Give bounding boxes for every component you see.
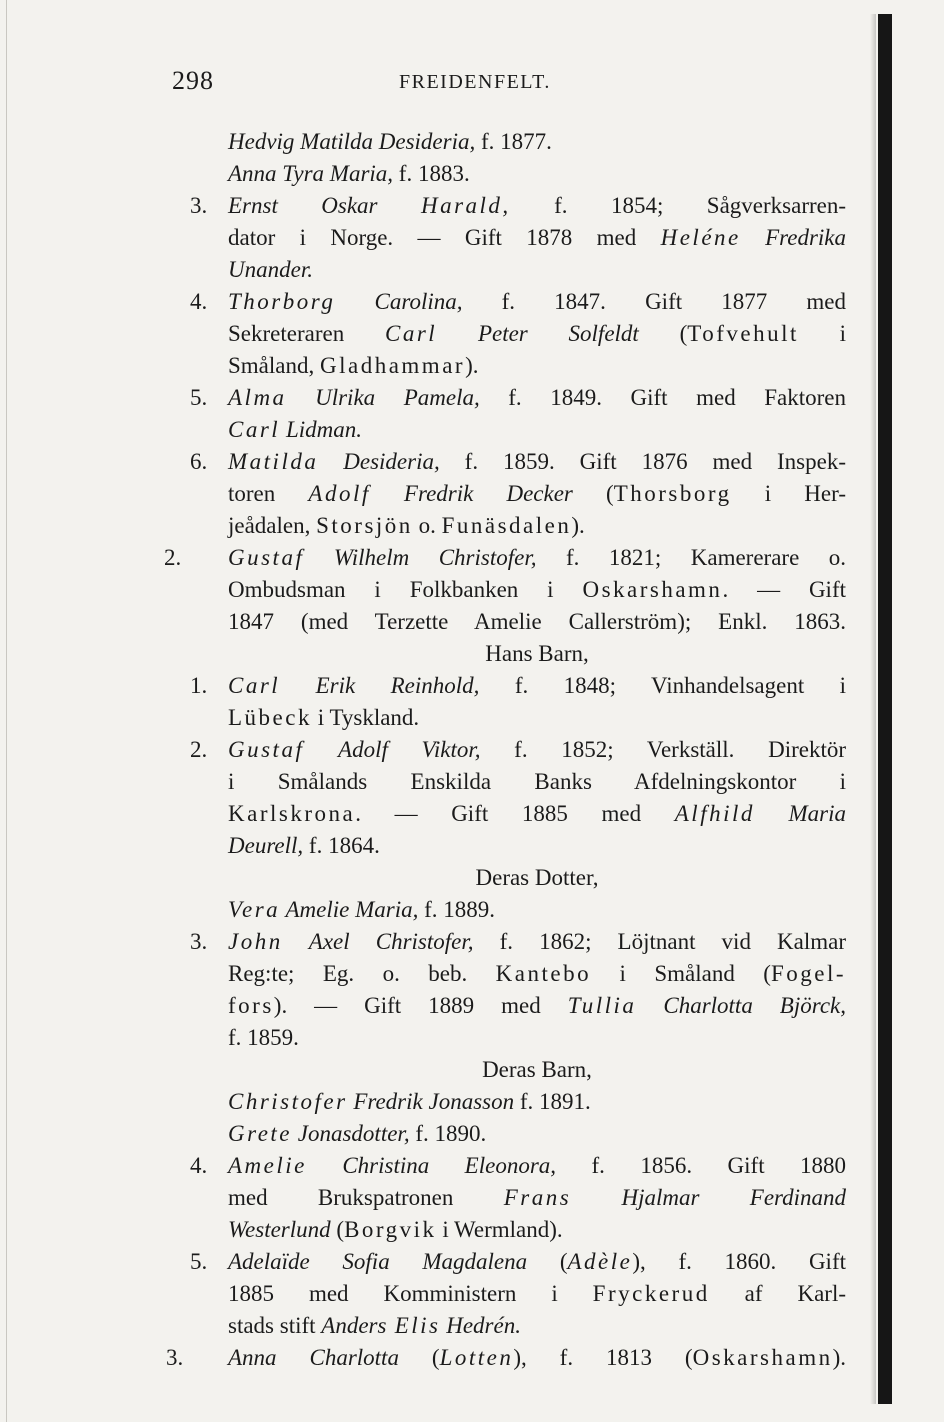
person-name: Adelaïde Sofia Magdalena — [228, 1249, 528, 1274]
text-line — [228, 1280, 846, 1308]
place-name: Fogel- — [770, 961, 846, 986]
text-run: i Her- — [764, 481, 846, 506]
text-run: jeådalen, — [228, 513, 317, 538]
place-name: Kantebo — [495, 961, 592, 986]
text-run: toren — [228, 481, 309, 506]
person-name: Carl — [384, 321, 438, 346]
text-line — [228, 512, 846, 540]
heading-text: Deras Barn, — [482, 1057, 592, 1082]
text-run: f. 1854; Sågverksarren- — [554, 193, 847, 218]
text-run: i Småland ( — [619, 961, 771, 986]
text-line — [228, 128, 846, 156]
text-run: i Smålands Enskilda Banks Afdelningskontor i — [228, 769, 846, 794]
person-name: Amelie Maria, — [280, 897, 419, 922]
page-number: 298 — [172, 66, 214, 95]
person-name: Christofer — [228, 1089, 348, 1114]
section-heading — [228, 1056, 846, 1084]
text-run: f. 1849. Gift med Faktoren — [508, 385, 847, 410]
person-name: Matilda — [228, 449, 319, 474]
text-run: f. 1859. Gift 1876 med Inspek- — [464, 449, 847, 474]
text-run: ( — [606, 481, 614, 506]
binding-shadow — [870, 14, 876, 1404]
heading-text: Deras Dotter, — [475, 865, 599, 890]
text-line — [190, 384, 847, 412]
place-name: Karlskrona — [228, 801, 356, 826]
text-line — [190, 736, 846, 764]
text-run: f. 1847. Gift 1877 med — [501, 289, 847, 314]
person-name: Peter Solfeldt — [477, 321, 639, 346]
entry-number: 3. — [166, 1345, 184, 1370]
place-name: Funäsdalen — [441, 513, 572, 538]
text-run: . — Gift 1885 med — [355, 801, 675, 826]
text-run: ). — [571, 513, 585, 538]
place-name: Oskarshamn — [582, 577, 723, 602]
person-name: Ulrika Pamela, — [315, 385, 480, 410]
place-name: Storsjön — [316, 513, 413, 538]
place-name: fors — [228, 993, 274, 1018]
text-line — [228, 1088, 846, 1116]
person-name: Hjalmar Ferdinand — [621, 1185, 847, 1210]
person-name: Tullia — [567, 993, 637, 1018]
person-name: Alfhild — [674, 801, 755, 826]
text-line — [228, 768, 846, 796]
text-run: o. — [412, 513, 442, 538]
entry-number: 6. — [190, 449, 208, 474]
person-name: John — [228, 929, 283, 954]
text-line — [190, 1152, 847, 1180]
entry-number: 2. — [164, 545, 182, 570]
text-line — [228, 1184, 846, 1212]
place-name: Thorsborg — [613, 481, 732, 506]
place-name: Gladhammar — [320, 353, 466, 378]
text-run: . — Gift — [722, 577, 846, 602]
person-name: Thorborg — [228, 289, 336, 314]
place-name: Oskarshamn — [692, 1345, 833, 1370]
person-name: Maria — [788, 801, 847, 826]
text-run: f. 1859. — [228, 1025, 299, 1050]
text-line — [228, 256, 846, 284]
entry-number: 2. — [190, 737, 208, 762]
book-spine — [878, 14, 892, 1404]
text-line — [228, 832, 846, 860]
person-name: Vera — [228, 897, 281, 922]
text-line — [228, 1312, 846, 1340]
text-line — [190, 928, 846, 956]
text-line — [228, 352, 846, 380]
text-run: af Karl- — [744, 1281, 846, 1306]
text-run: ). — [465, 353, 479, 378]
place-name: Tofvehult — [687, 321, 799, 346]
person-name: Gustaf — [228, 737, 305, 762]
text-run: ( — [679, 321, 688, 346]
text-line — [228, 1024, 846, 1052]
person-name: Erik Reinhold, — [315, 673, 480, 698]
text-run: f. 1891. — [514, 1089, 591, 1114]
text-line — [228, 992, 846, 1020]
text-run: ), f. 1813 ( — [513, 1345, 693, 1370]
text-line — [166, 1344, 847, 1372]
text-line — [164, 544, 847, 572]
person-name: Westerlund — [228, 1217, 331, 1242]
text-line — [228, 1216, 846, 1244]
text-run: f. 1856. Gift 1880 — [591, 1153, 847, 1178]
text-line — [190, 448, 847, 476]
text-line — [228, 800, 846, 828]
text-run: ). — Gift 1889 med — [273, 993, 568, 1018]
person-name: Jonasdotter, — [292, 1121, 410, 1146]
text-run: Sekreteraren — [228, 321, 385, 346]
person-name: Adolf — [308, 481, 371, 506]
person-name: Ernst Oskar — [228, 193, 378, 218]
entry-number: 3. — [190, 193, 208, 218]
person-name: Christina Eleonora, — [342, 1153, 557, 1178]
text-line — [190, 192, 847, 220]
text-run: i Wermland). — [436, 1217, 563, 1242]
section-heading — [228, 864, 846, 892]
text-line — [228, 320, 846, 348]
person-name: Carl — [228, 673, 281, 698]
text-line — [228, 608, 846, 636]
text-run: f. 1821; Kamererare o. — [565, 545, 847, 570]
page-header — [0, 66, 944, 100]
person-name: Lotten — [439, 1345, 514, 1370]
text-run: f. 1877. — [475, 129, 552, 154]
person-name: Harald, — [420, 193, 511, 218]
text-run: ( — [330, 1217, 345, 1242]
text-line — [228, 1120, 846, 1148]
text-run: Reg:te; Eg. o. beb. — [228, 961, 496, 986]
text-run: f. 1890. — [409, 1121, 487, 1146]
place-name: Lübeck — [228, 705, 312, 730]
person-name: Wilhelm Christofer, — [333, 545, 537, 570]
running-head: FREIDENFELT. — [399, 71, 551, 93]
person-name: Unander. — [228, 257, 313, 282]
text-run: f. 1864. — [303, 833, 380, 858]
text-line — [228, 416, 846, 444]
entry-number: 5. — [190, 385, 208, 410]
text-line — [190, 672, 847, 700]
person-name: Carolina, — [374, 289, 463, 314]
person-name: Anna — [228, 1345, 277, 1370]
text-run: ). — [832, 1345, 847, 1370]
person-name: Hedvig Matilda Desideria, — [228, 129, 476, 154]
place-name: Borgvik — [344, 1217, 437, 1242]
person-name: Alma — [228, 385, 287, 410]
person-name: Fredrik Jonasson — [347, 1089, 515, 1114]
person-name: Desideria, — [343, 449, 440, 474]
person-name: Hedrén. — [440, 1313, 521, 1338]
text-line — [190, 1248, 847, 1276]
text-line — [228, 896, 846, 924]
person-name: Deurell, — [228, 833, 304, 858]
person-name: Lidman. — [280, 417, 362, 442]
person-name: Axel Christofer, — [308, 929, 474, 954]
person-name: Carl — [228, 417, 281, 442]
entry-number: 1. — [190, 673, 208, 698]
text-line — [228, 576, 846, 604]
text-line — [228, 480, 846, 508]
text-run: med Brukspatronen — [228, 1185, 504, 1210]
entry-number: 5. — [190, 1249, 208, 1274]
person-name: Frans — [503, 1185, 572, 1210]
text-line — [228, 960, 846, 988]
text-run: stads stift — [228, 1313, 322, 1338]
text-line — [190, 288, 847, 316]
text-run: Ombudsman i Folkbanken i — [228, 577, 583, 602]
text-run: 1847 (med Terzette Amelie Callerström); Enkl. 1863. — [228, 609, 846, 634]
place-name: Fryckerud — [592, 1281, 710, 1306]
text-run: i — [839, 321, 847, 346]
text-run: f. 1889. — [418, 897, 496, 922]
text-run: i Tyskland. — [311, 705, 420, 730]
text-run: f. 1848; Vinhandelsagent i — [514, 673, 847, 698]
text-run: ( — [559, 1249, 568, 1274]
person-name: Grete — [228, 1121, 293, 1146]
page-left-edge — [6, 0, 7, 1422]
section-heading — [228, 640, 846, 668]
entry-number: 4. — [190, 1153, 208, 1178]
person-name: Anders — [321, 1313, 387, 1338]
person-name: Adolf Viktor, — [338, 737, 481, 762]
person-name: Fredrik Decker — [403, 481, 573, 506]
heading-text: Hans Barn, — [485, 641, 589, 666]
person-name: Charlotta — [276, 1345, 399, 1370]
text-run: f. 1862; Löjtnant vid Kalmar — [499, 929, 846, 954]
text-run: f. 1852; Verkställ. Direktör — [514, 737, 846, 762]
person-name: Anna Tyra Maria, — [228, 161, 394, 186]
person-name: Amelie — [228, 1153, 307, 1178]
text-run: 1885 med Komministern i — [228, 1281, 593, 1306]
text-line — [228, 160, 846, 188]
text-run: Småland, — [228, 353, 320, 378]
text-run: ), f. 1860. Gift — [632, 1249, 847, 1274]
text-run: dator i Norge. — Gift 1878 med — [228, 225, 661, 250]
person-name: Heléne — [660, 225, 741, 250]
entry-number: 3. — [190, 929, 208, 954]
person-name: Gustaf — [228, 545, 305, 570]
text-run: f. 1883. — [393, 161, 470, 186]
person-name: Charlotta Björck, — [663, 993, 846, 1018]
entry-number: 4. — [190, 289, 208, 314]
person-name: Adèle — [567, 1249, 633, 1274]
person-name: Fredrika — [765, 225, 847, 250]
text-line — [228, 704, 846, 732]
text-line — [228, 224, 846, 252]
person-name: Elis — [386, 1313, 441, 1338]
text-run: ( — [431, 1345, 440, 1370]
